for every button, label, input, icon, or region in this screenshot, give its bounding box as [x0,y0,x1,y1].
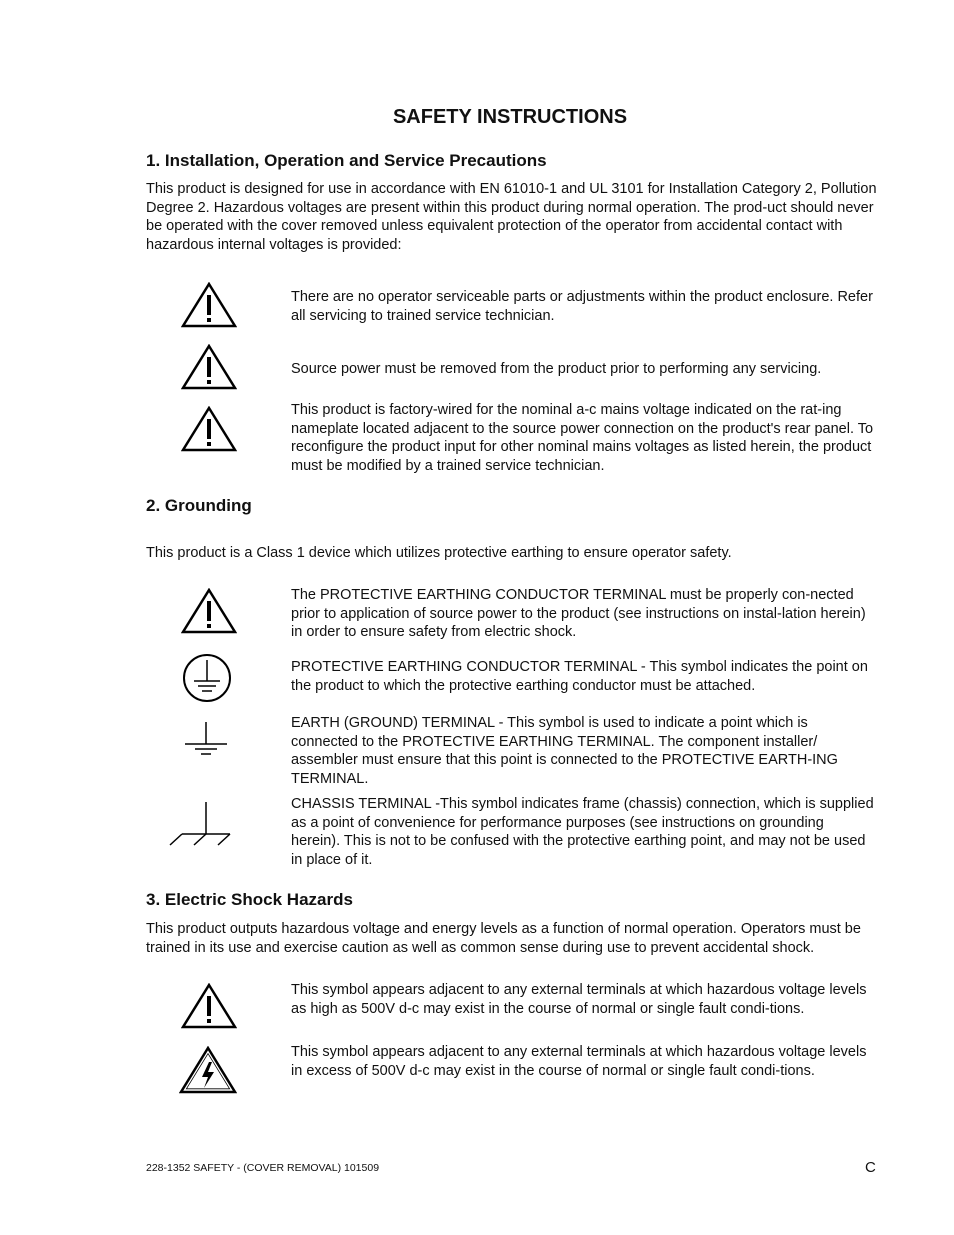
warning-icon [181,588,237,634]
high-voltage-icon [179,1046,237,1094]
warning-icon [181,983,237,1029]
warning-icon [181,344,237,390]
section-heading-installation: 1. Installation, Operation and Service Precautions [146,151,547,170]
warning-icon [181,282,237,328]
warning-icon [181,406,237,452]
grounding-text-4: CHASSIS TERMINAL -This symbol indicates frame (chassis) connection, which is supplied as a point of convenience for performance purposes (see instructions on grounding herein). This is not to be confused with the protective earthing point, and may not be used in place of it. [291,796,874,868]
grounding-text-1: The PROTECTIVE EARTHING CONDUCTOR TERMINAL must be properly con-nected prior to application of source power to the product (see instructions on instal-lation herein) in order to ensure safety from electric shock. [291,587,866,641]
precaution-text-3: This product is factory-wired for the nominal a-c mains voltage indicated on the rat-ing nameplate located adjacent to the source power connection on the product's rear panel. To reconfigure the product input for other nominal mains voltages as listed herein, the product must be modified by a trained service technician. [291,402,874,474]
shock-text-1: This symbol appears adjacent to any external terminals at which hazardous voltage levels as high as 500V d-c may exist in the course of normal or single fault condi-tions. [291,982,867,1017]
protective-earth-icon [181,654,233,702]
footer-page-marker: C [865,1159,876,1176]
footer-document-id: 228-1352 SAFETY - (COVER REMOVAL) 101509 [146,1162,380,1174]
section-intro-grounding: This product is a Class 1 device which utilizes protective earthing to ensure operator safety. [146,545,732,561]
earth-ground-icon [181,720,231,756]
section-heading-shock-hazards: 3. Electric Shock Hazards [146,890,353,909]
chassis-terminal-icon [168,800,232,848]
section-intro-installation: This product is designed for use in accordance with EN 61010-1 and UL 3101 for Installation Category 2, Pollution Degree 2. Hazardous voltages are present within this product during normal operation. The prod-uct should never be operated with the cover removed unless equivalent protection of the operator from accidental contact with hazardous internal voltages is provided: [146,181,877,253]
page-title: SAFETY INSTRUCTIONS [392,106,628,128]
grounding-text-2: PROTECTIVE EARTHING CONDUCTOR TERMINAL - This symbol indicates the point on the product to which the protective earthing conductor must be attached. [291,659,868,694]
shock-text-2: This symbol appears adjacent to any external terminals at which hazardous voltage levels in excess of 500V d-c may exist in the course of normal or single fault condi-tions. [291,1044,867,1079]
grounding-text-3: EARTH (GROUND) TERMINAL - This symbol is used to indicate a point which is connected to the PROTECTIVE EARTHING TERMINAL. The component installer/ assembler must ensure that this point is connected to the PROTECTIVE EARTH-ING TERMINAL. [291,715,838,787]
section-intro-shock-hazards: This product outputs hazardous voltage and energy levels as a function of normal operation. Operators must be trained in its use and exercise caution as well as common sense during use to prevent accidental shock. [146,921,861,956]
precaution-text-2: Source power must be removed from the product prior to performing any servicing. [291,361,822,377]
section-heading-grounding: 2. Grounding [146,496,252,515]
precaution-text-1: There are no operator serviceable parts or adjustments within the product enclosure. Refer all servicing to trained service technician. [291,289,873,324]
